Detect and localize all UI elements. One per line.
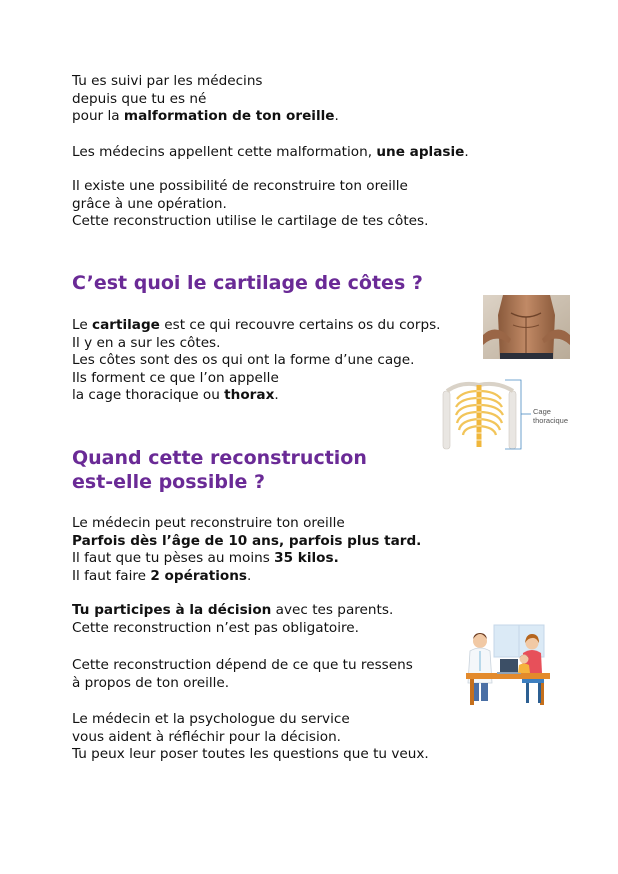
cartilage-line-5: la cage thoracique ou thorax.	[72, 387, 279, 403]
help-line-3: Tu peux leur poser toutes les questions que tu veux.	[72, 746, 429, 762]
rib-cage-label-line-2: thoracique	[533, 416, 569, 425]
torso-photo	[483, 295, 570, 359]
consultation-illustration	[464, 621, 552, 707]
decision-line-2: Cette reconstruction n’est pas obligatoire.	[72, 619, 359, 636]
possibility-line-1: Il existe une possibilité de reconstruire ton oreille	[72, 178, 408, 194]
torso-illustration	[483, 295, 570, 359]
intro-paragraph	[72, 73, 339, 126]
intro-line-2: depuis que tu es né	[72, 90, 207, 107]
intro-line-1: Tu es suivi par les médecins	[72, 73, 263, 89]
cartilage-line-3: Les côtes sont des os qui ont la forme d’une cage.	[72, 352, 415, 368]
section-2-heading-line-2: est-elle possible ?	[72, 471, 265, 493]
possible-line-3: Il faut que tu pèses au moins 35 kilos.	[72, 550, 339, 566]
malformation-bold: malformation de ton oreille	[123, 108, 335, 124]
cartilage-line-4: Ils forment ce que l’on appelle	[72, 369, 279, 386]
cartilage-line-2: Il y en a sur les côtes.	[72, 334, 221, 351]
aplasie-paragraph	[72, 144, 469, 162]
possibility-paragraph	[72, 178, 428, 231]
depends-line-1: Cette reconstruction dépend de ce que tu ressens	[72, 657, 413, 673]
decision-paragraph	[72, 602, 393, 637]
aplasie-bold: une aplasie	[376, 144, 465, 160]
possibility-line-3: Cette reconstruction utilise le cartilage de tes côtes.	[72, 213, 429, 229]
cartilage-line-1: Le cartilage est ce qui recouvre certains os du corps.	[72, 317, 441, 333]
thorax-bold: thorax	[224, 387, 275, 403]
doctor-consultation-icon	[464, 621, 552, 707]
possible-line-2	[72, 533, 421, 551]
help-line-1: Le médecin et la psychologue du service	[72, 711, 350, 727]
decision-line-1: Tu participes à la décision avec tes parents.	[72, 602, 394, 618]
cartilage-bold: cartilage	[92, 317, 160, 333]
possible-line-1: Le médecin peut reconstruire ton oreille	[72, 515, 345, 531]
section-2-heading-line-1: Quand cette reconstruction	[72, 447, 367, 469]
help-paragraph	[72, 711, 429, 764]
decision-bold: Tu participes à la décision	[72, 602, 272, 618]
weight-bold: 35 kilos.	[274, 550, 339, 566]
cartilage-paragraph	[72, 317, 441, 405]
possible-paragraph	[72, 515, 421, 585]
possibility-line-2: grâce à une opération.	[72, 195, 227, 212]
depends-line-2: à propos de ton oreille.	[72, 674, 230, 691]
depends-paragraph	[72, 657, 413, 692]
possible-line-4: Il faut faire 2 opérations.	[72, 567, 252, 584]
rib-cage-label-line-1: Cage	[533, 407, 551, 416]
section-1-heading: C’est quoi le cartilage de côtes ?	[72, 272, 423, 294]
rib-cage-label	[533, 407, 568, 425]
help-line-2: vous aident à réfléchir pour la décision.	[72, 728, 342, 745]
intro-line-3: pour la malformation de ton oreille.	[72, 108, 339, 124]
aplasie-line: Les médecins appellent cette malformation, une aplasie.	[72, 144, 469, 160]
operations-bold: 2 opérations	[150, 567, 247, 584]
age-bold: Parfois dès l’âge de 10 ans, parfois plus tard.	[72, 532, 422, 549]
rib-cage-figure	[441, 377, 573, 453]
section-2-heading	[72, 446, 367, 494]
